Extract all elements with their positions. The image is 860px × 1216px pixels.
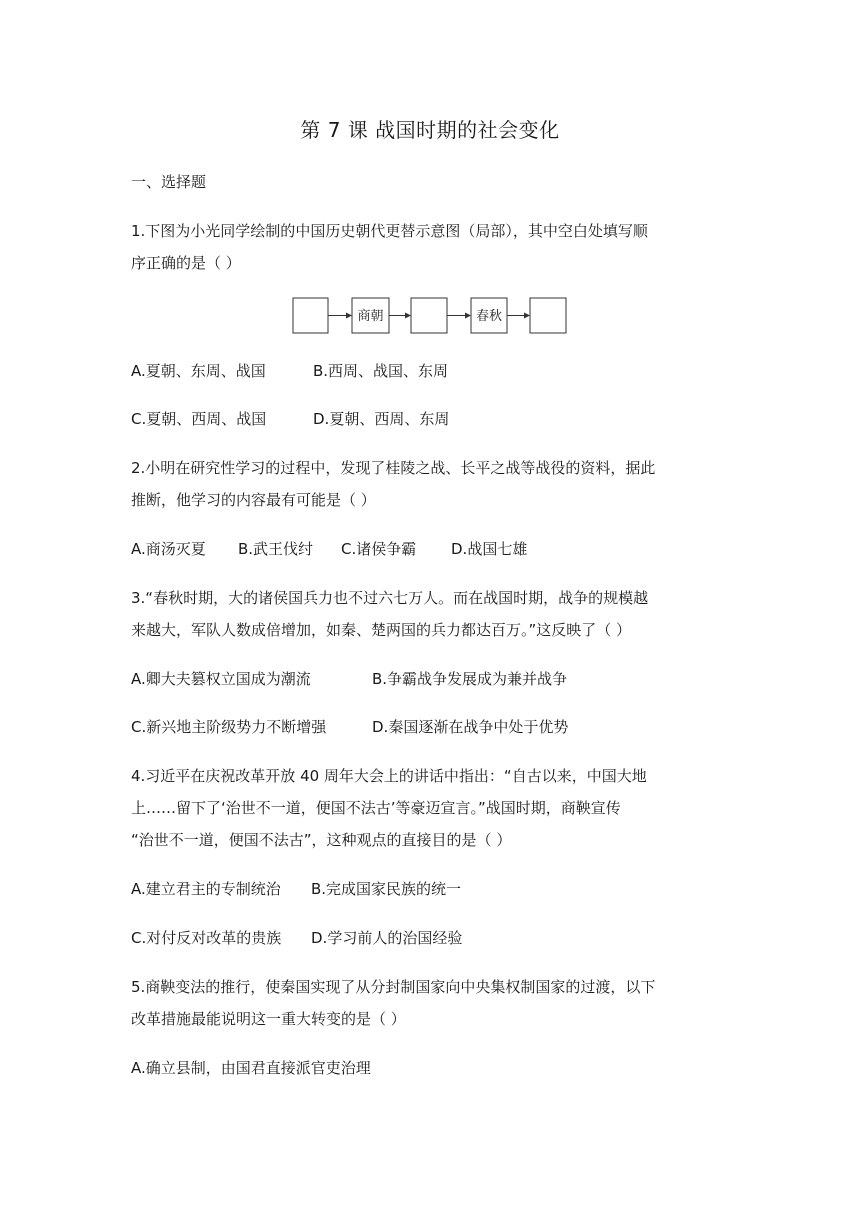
page-title: 第 7 课 战国时期的社会变化: [300, 118, 560, 142]
q4-option-d: D.学习前人的治国经验: [311, 929, 463, 947]
dynasty-flow-diagram: [292, 297, 568, 335]
q3-option-a: A.卿大夫篡权立国成为潮流: [131, 670, 311, 688]
q4-option-c: C.对付反对改革的贵族: [131, 929, 282, 947]
q4-stem-line2: 上……留下了‘治世不一道，便国不法古’等豪迈宣言。”战国时期，商鞅宣传: [131, 799, 621, 817]
q3-options-row2: [131, 717, 731, 737]
q1-stem-line2: 序正确的是（ ）: [131, 254, 241, 272]
q2-stem-line2: 推断，他学习的内容最有可能是（ ）: [131, 491, 376, 509]
q2-option-a: A.商汤灭夏: [131, 540, 206, 558]
q5-option-a: A.确立县制，由国君直接派官吏治理: [131, 1059, 371, 1077]
q4-option-b: B.完成国家民族的统一: [311, 880, 462, 898]
q2-stem-line1: 2.小明在研究性学习的过程中，发现了桂陵之战、长平之战等战役的资料，据此: [131, 459, 656, 477]
section-heading: 一、选择题: [131, 173, 207, 191]
q3-options-row1: [131, 669, 731, 689]
q1-option-a: A.夏朝、东周、战国: [131, 362, 266, 380]
q1-option-c: C.夏朝、西周、战国: [131, 410, 267, 428]
q1-stem-line1: 1.下图为小光同学绘制的中国历史朝代更替示意图（局部），其中空白处填写顺: [131, 222, 648, 240]
q1-option-d: D.夏朝、西周、东周: [313, 410, 450, 428]
q2-option-c: C.诸侯争霸: [341, 540, 417, 558]
flow-box-4-label: 春秋: [475, 309, 503, 324]
q3-option-c: C.新兴地主阶级势力不断增强: [131, 718, 327, 736]
q2-option-d: D.战国七雄: [451, 540, 528, 558]
q4-stem-line1: 4.习近平在庆祝改革开放 40 周年大会上的讲话中指出：“自古以来，中国大地: [131, 767, 647, 785]
q3-option-b: B.争霸战争发展成为兼并战争: [372, 670, 568, 688]
q3-option-d: D.秦国逐渐在战争中处于优势: [372, 718, 569, 736]
q4-stem-line3: “治世不一道，便国不法古”，这种观点的直接目的是（ ）: [131, 831, 512, 849]
q1-options-row2: [131, 409, 731, 429]
flow-box-5: [530, 298, 566, 333]
q3-stem-line2: 来越大，军队人数成倍增加，如秦、楚两国的兵力都达百万。”这反映了（ ）: [131, 621, 632, 639]
q3-stem-line1: 3.“春秋时期，大的诸侯国兵力也不过六七万人。而在战国时期，战争的规模越: [131, 589, 649, 607]
flow-box-1: [293, 298, 328, 333]
q4-options-row1: [131, 879, 731, 899]
q5-stem-line1: 5.商鞅变法的推行，使秦国实现了从分封制国家向中央集权制国家的过渡，以下: [131, 978, 656, 996]
q1-options-row1: [131, 361, 731, 381]
flow-box-2-label: 商朝: [357, 309, 384, 324]
flow-box-3: [411, 298, 447, 333]
q5-stem-line2: 改革措施最能说明这一重大转变的是（ ）: [131, 1010, 406, 1028]
q2-options-row: [131, 539, 731, 559]
q1-option-b: B.西周、战国、东周: [313, 362, 449, 380]
q2-option-b: B.武王伐纣: [238, 540, 314, 558]
q4-option-a: A.建立君主的专制统治: [131, 880, 281, 898]
q4-options-row2: [131, 928, 731, 948]
